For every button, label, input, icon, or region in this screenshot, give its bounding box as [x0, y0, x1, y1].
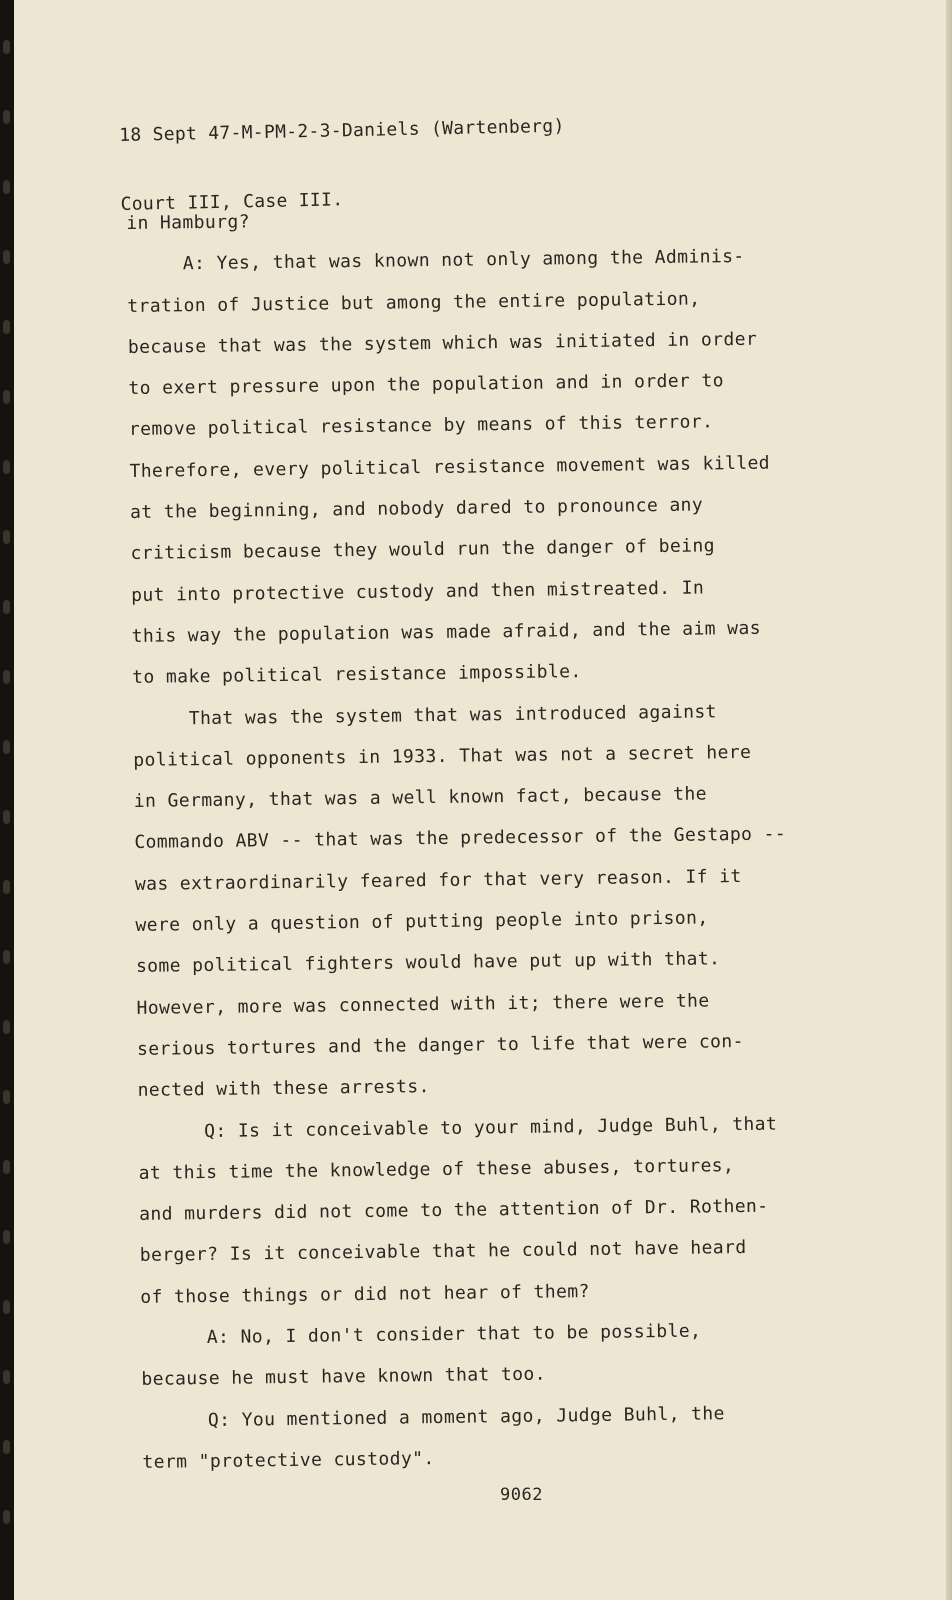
punch-hole	[3, 390, 10, 404]
transcript-line: remove political resistance by means of this terror.	[128, 411, 714, 441]
punch-hole	[3, 250, 10, 264]
transcript-line: political opponents in 1933. That was not a secret here	[133, 741, 752, 771]
transcript-line: of those things or did not hear of them?	[140, 1280, 590, 1308]
transcript-line: at this time the knowledge of these abuses, tortures,	[138, 1154, 735, 1184]
question-line: Q: Is it conceivable to your mind, Judge Buhl, that	[204, 1113, 778, 1142]
transcript-line: to make political resistance impossible.	[132, 661, 582, 689]
transcript-line: serious tortures and the danger to life that were con-	[136, 1030, 744, 1060]
punch-hole	[3, 1300, 10, 1314]
transcript-line: term "protective custody".	[142, 1447, 435, 1473]
question-line: Q: You mentioned a moment ago, Judge Buhl, the	[207, 1402, 725, 1431]
paragraph-start-line: That was the system that was introduced against	[188, 700, 717, 729]
punch-hole	[3, 740, 10, 754]
transcript-line: because that was the system which was initiated in order	[127, 328, 758, 358]
transcript-line: and murders did not come to the attention of Dr. Rothen-	[139, 1195, 769, 1226]
transcript-line: some political fighters would have put up with that.	[135, 948, 721, 978]
transcript-line: nected with these arrests.	[137, 1076, 430, 1102]
punch-hole	[3, 320, 10, 334]
transcript-line: to exert pressure upon the population and in order to	[128, 370, 725, 400]
transcript-line: put into protective custody and then mistreated. In	[130, 577, 705, 606]
transcript-line: Therefore, every political resistance movement was killed	[129, 452, 771, 482]
punch-hole	[3, 1160, 10, 1174]
transcript-line: in Germany, that was a well known fact, because the	[133, 783, 708, 813]
punch-hole	[3, 180, 10, 194]
punch-hole	[3, 810, 10, 824]
punch-hole	[3, 1440, 10, 1454]
punch-hole	[3, 1370, 10, 1384]
transcript-line: criticism because they would run the danger of being	[130, 535, 716, 565]
transcript-body	[126, 194, 863, 1484]
answer-line: A: Yes, that was known not only among the Adminis-	[182, 246, 745, 275]
transcript-line: tration of Justice but among the entire population,	[127, 288, 701, 317]
transcript-line: this way the population was made afraid, and the aim was	[131, 617, 762, 647]
transcript-line: because he must have known that too.	[141, 1363, 547, 1391]
transcript-line: in Hamburg?	[126, 211, 251, 234]
answer-line: A: No, I don't consider that to be possible,	[206, 1320, 702, 1349]
header-session-line: 18 Sept 47-M-PM-2-3-Daniels (Wartenberg)	[118, 115, 565, 146]
transcript-line: However, more was connected with it; there were the	[136, 990, 710, 1019]
punch-hole	[3, 950, 10, 964]
punch-hole	[3, 600, 10, 614]
transcript-line: at the beginning, and nobody dared to pronounce any	[129, 494, 704, 524]
punch-hole	[3, 1230, 10, 1244]
punch-hole	[3, 1020, 10, 1034]
punch-hole	[3, 880, 10, 894]
punch-hole	[3, 1090, 10, 1104]
page-edge	[946, 0, 952, 1600]
transcript-line: Commando ABV -- that was the predecessor of the Gestapo --	[134, 823, 787, 854]
punch-hole	[3, 40, 10, 54]
punch-hole	[3, 530, 10, 544]
punch-hole	[3, 1510, 10, 1524]
punch-hole	[3, 460, 10, 474]
punch-hole	[3, 110, 10, 124]
transcript-line: were only a question of putting people into prison,	[135, 907, 709, 936]
binding-edge	[0, 0, 14, 1600]
page-number: 9062	[500, 1485, 543, 1505]
transcript-line: berger? Is it conceivable that he could not have heard	[139, 1237, 747, 1267]
header-court-line: Court III, Case III.	[120, 189, 344, 215]
transcript-line: was extraordinarily feared for that very reason. If it	[134, 865, 742, 895]
punch-hole	[3, 670, 10, 684]
